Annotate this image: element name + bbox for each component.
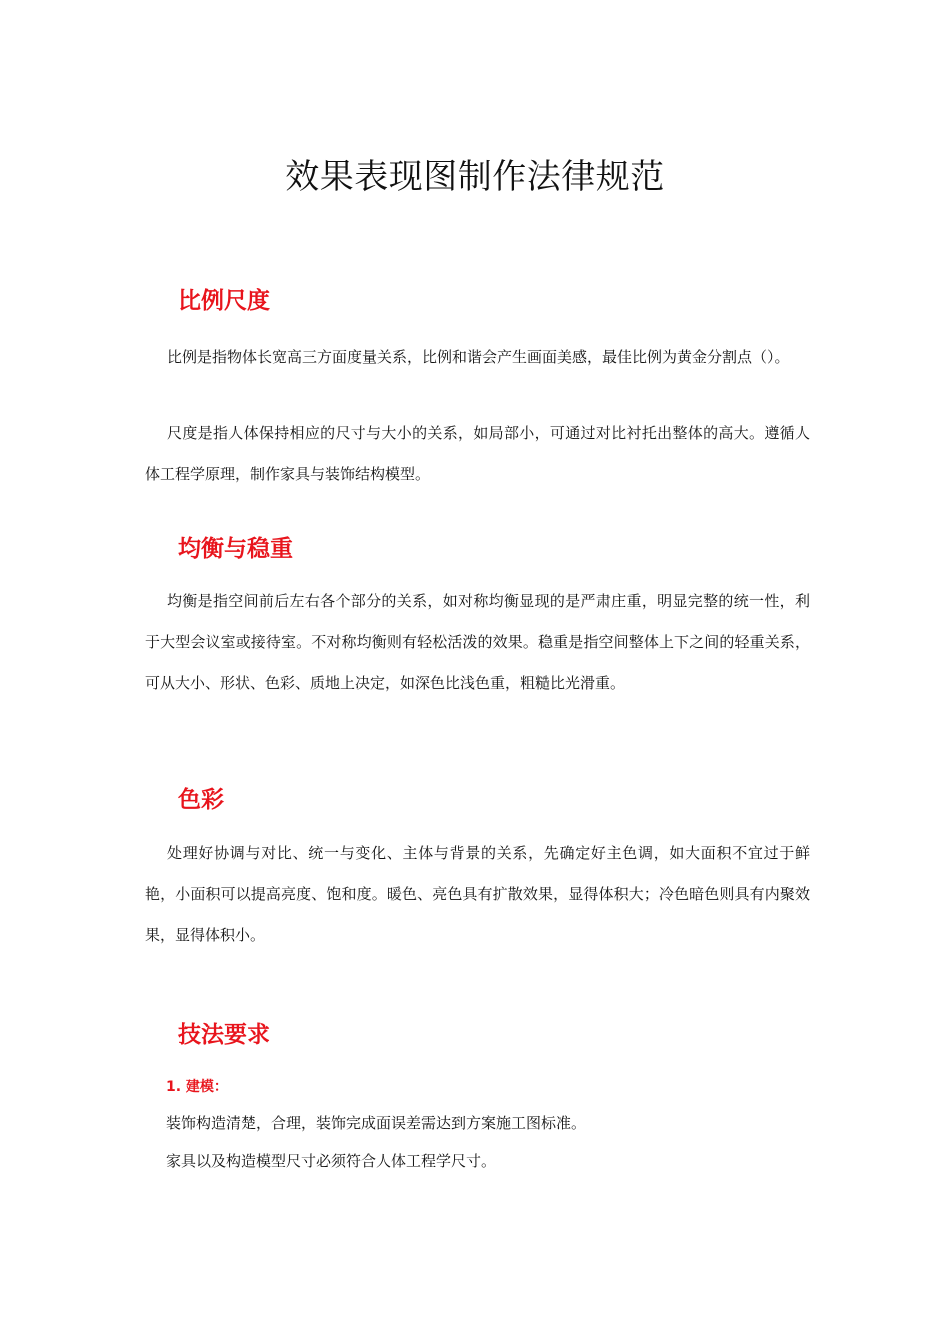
paragraph-proportion: 比例是指物体长宽高三方面度量关系，比例和谐会产生画面美感，最佳比例为黄金分割点（）。 bbox=[167, 348, 790, 366]
section-heading-technique: 技法要求 bbox=[178, 1022, 270, 1048]
section-heading-color: 色彩 bbox=[178, 787, 224, 813]
modeling-line-1: 装饰构造清楚，合理，装饰完成面误差需达到方案施工图标准。 bbox=[166, 1114, 587, 1132]
section-heading-balance-stability: 均衡与稳重 bbox=[178, 536, 293, 562]
subsection-heading-modeling: 1. 建模： bbox=[166, 1079, 228, 1095]
section-heading-proportion-scale: 比例尺度 bbox=[178, 288, 270, 314]
modeling-line-2: 家具以及构造模型尺寸必须符合人体工程学尺寸。 bbox=[166, 1152, 497, 1170]
document-title: 效果表现图制作法律规范 bbox=[285, 157, 665, 197]
paragraph-balance: 均衡是指空间前后左右各个部分的关系，如对称均衡显现的是严肃庄重，明显完整的统一性，利于大型会议室或接待室。不对称均衡则有轻松活泼的效果。稳重是指空间整体上下之间的轻重关系，可从大小、形状、色彩、质地上决定，如深色比浅色重，粗糙比光滑重。 bbox=[145, 592, 810, 692]
paragraph-scale: 尺度是指人体保持相应的尺寸与大小的关系，如局部小，可通过对比衬托出整体的高大。遵循人体工程学原理，制作家具与装饰结构模型。 bbox=[145, 424, 810, 483]
paragraph-color: 处理好协调与对比、统一与变化、主体与背景的关系，先确定好主色调，如大面积不宜过于鲜艳，小面积可以提高亮度、饱和度。暖色、亮色具有扩散效果，显得体积大；冷色暗色则具有内聚效果，显得体积小。 bbox=[145, 844, 810, 944]
